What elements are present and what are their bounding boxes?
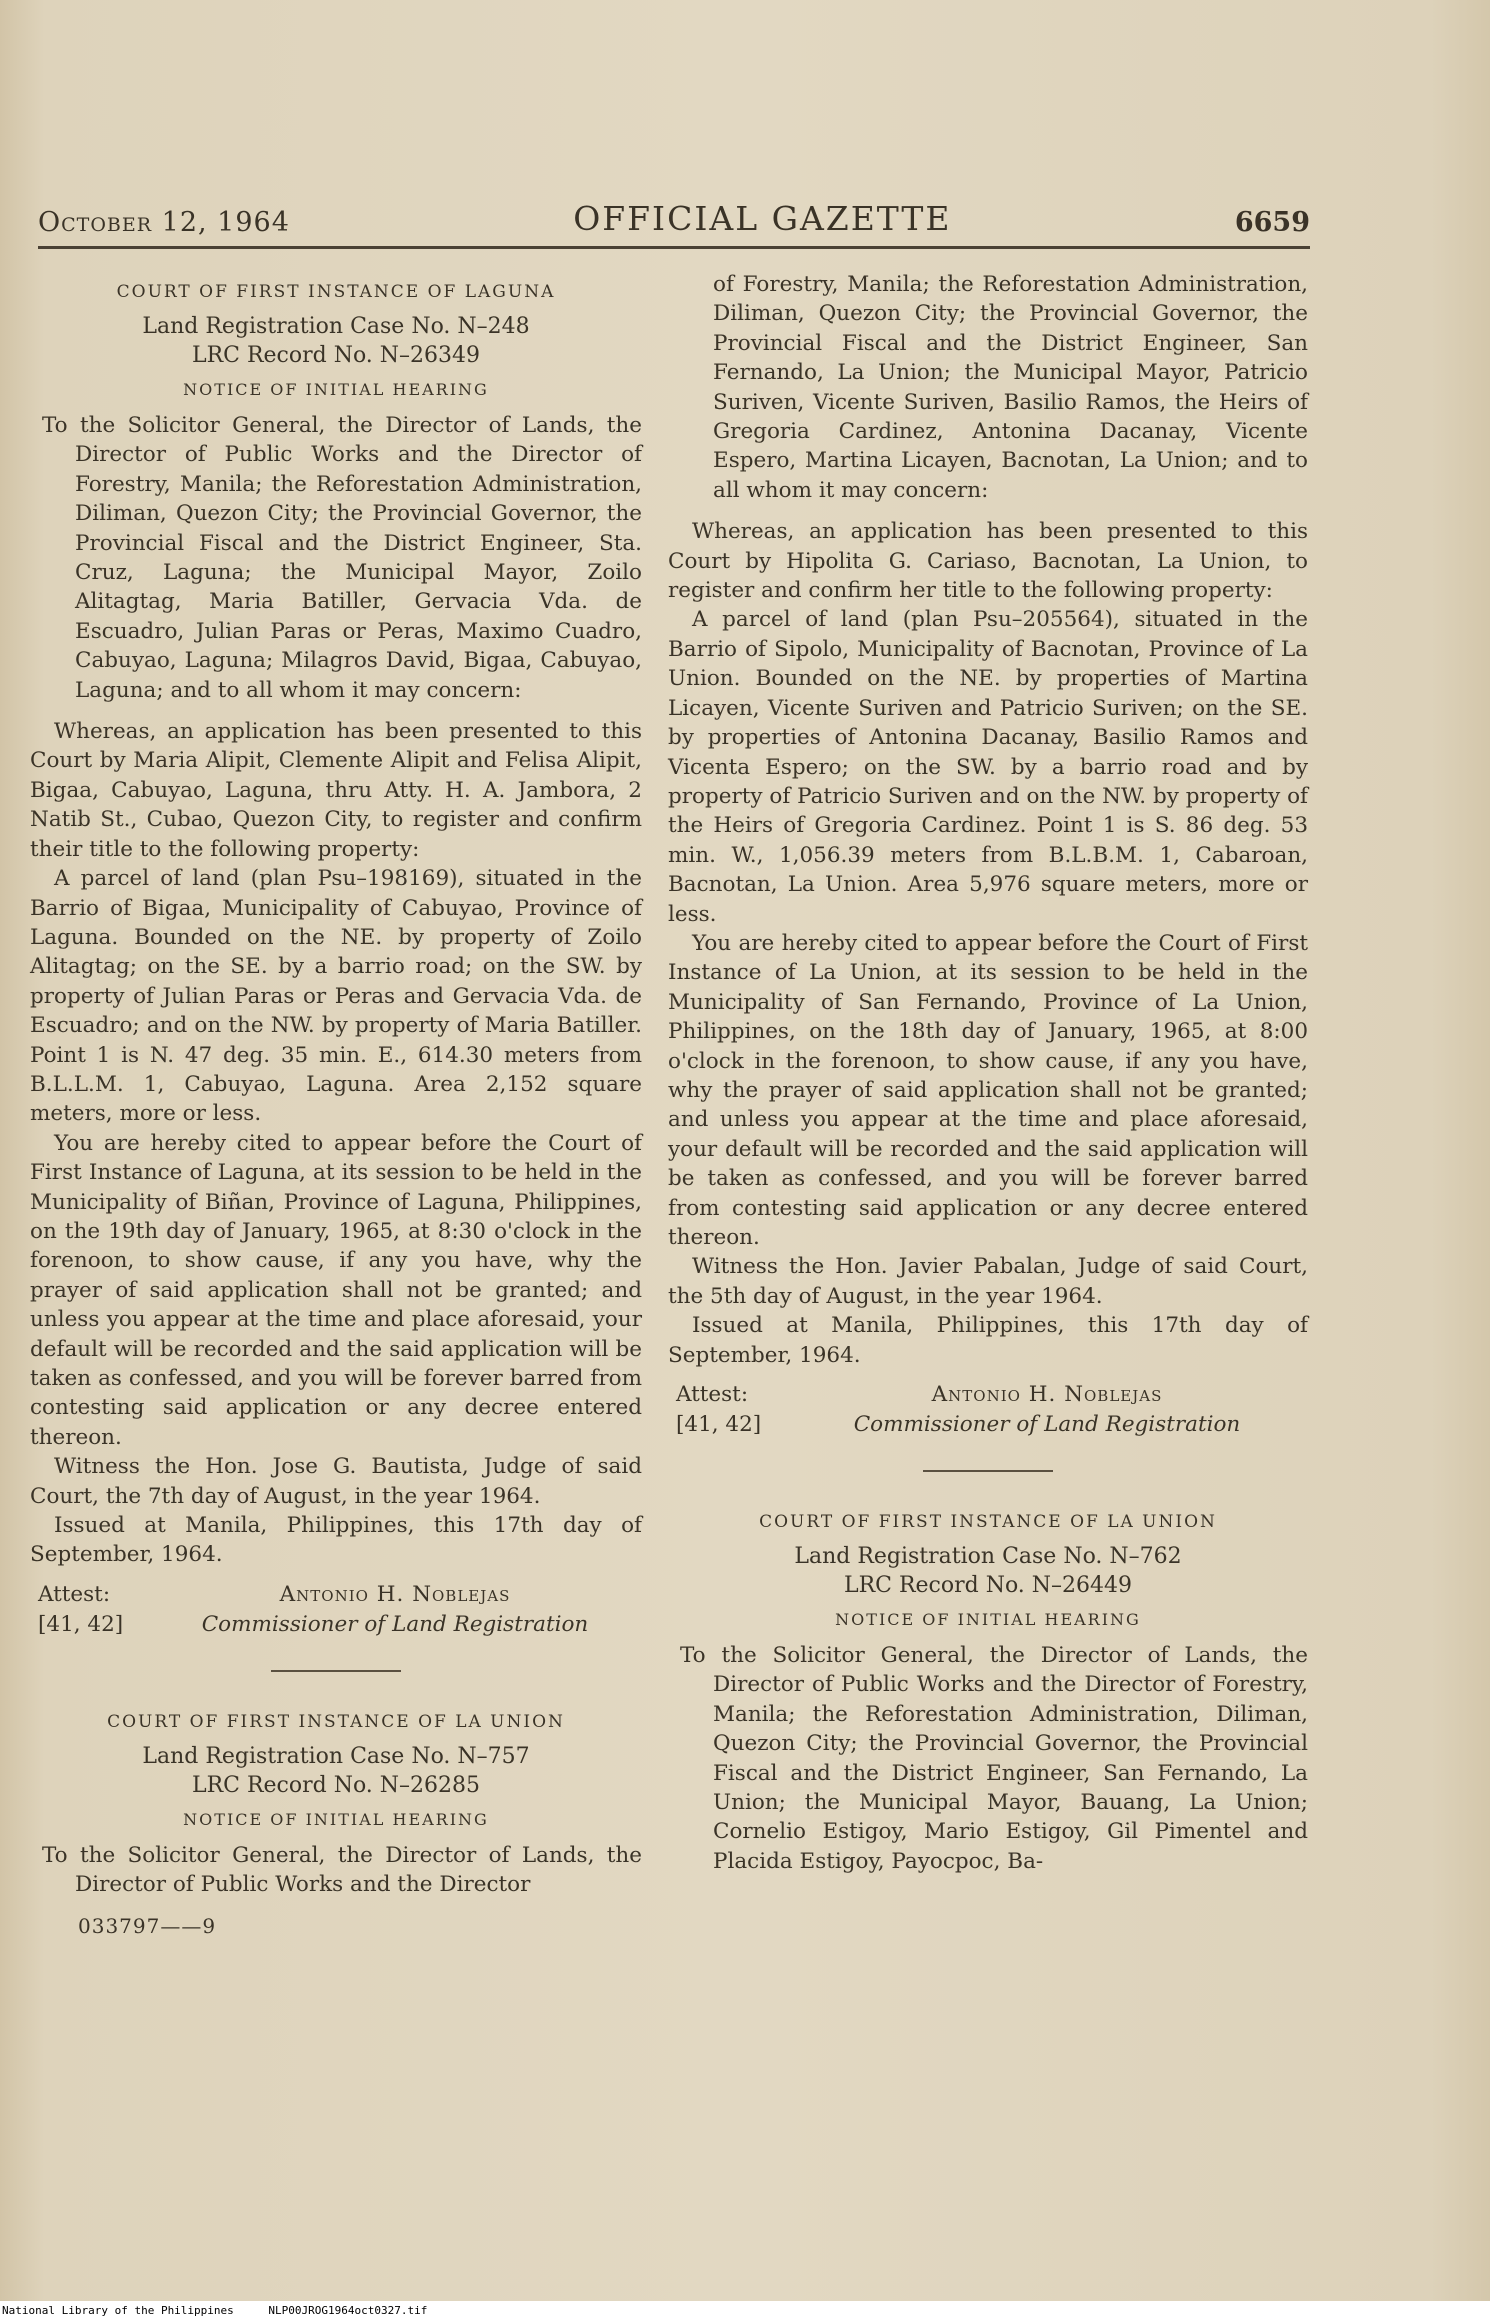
addressees: To the Solicitor General, the Director of Lands, the Director of Public Works and the Director of Forestry, Manila; the Reforestation Administration, Diliman, Quezon City; the Provincial Governor, the Provincial Fiscal and the District Engineer, San Fernando, La Union; the Municipal Mayor, Bauang, La Union; Cornelio Estigoy, Mario Estigoy, Gil Pimentel and Placida Estigoy, Payocpoc, Ba- (680, 1643, 1308, 1874)
whereas-paragraph: Whereas, an application has been presented to this Court by Hipolita G. Cariaso, Bacnotan, La Union, to register and confirm her title to the following property: (668, 519, 1308, 604)
attest-title: Commissioner of Land Registration (201, 1611, 589, 1637)
page-number: 6659 (1234, 207, 1310, 238)
notice-la-union-continued (668, 270, 1308, 1440)
issue-reference: [41, 42] (38, 1611, 124, 1637)
page-header (38, 188, 1310, 249)
notice-title: NOTICE OF INITIAL HEARING (835, 1610, 1141, 1630)
left-column (30, 270, 642, 1938)
addressees-continued: of Forestry, Manila; the Reforestation Administration, Diliman, Quezon City; the Provincial Governor, the Provincial Fiscal and the District Engineer, San Fernando, La Union; the Municipal Mayor, Patricio Suriven, Vicente Suriven, Basilio Ramos, the Heirs of Gregoria Cardinez, Antonina Dacanay, Vicente Espero, Martina Licayen, Bacnotan, La Union; and to all whom it may concern: (713, 272, 1308, 503)
addressees: To the Solicitor General, the Director of Lands, the Director of Public Works and the Director (42, 1842, 642, 1898)
issue-date: October 12, 1964 (38, 207, 290, 238)
issue-reference: [41, 42] (676, 1412, 762, 1438)
library-name: National Library of the Philippines (2, 2304, 234, 2317)
court-name: COURT OF FIRST INSTANCE OF LA UNION (759, 1512, 1217, 1533)
attestation-title-row (668, 1410, 1308, 1440)
scan-filename: NLP00JROG1964oct0327.tif (268, 2304, 428, 2317)
attest-title: Commissioner of Land Registration (853, 1412, 1241, 1438)
notice-title: NOTICE OF INITIAL HEARING (183, 1809, 489, 1829)
citation-paragraph: You are hereby cited to appear before the Court of First Instance of La Union, at its session to be held in the Municipality of San Fernando, Province of La Union, Philippines, on the 18th day of January, 1965, at 8:00 o'clock in the forenoon, to show cause, if any you have, why the prayer of said application shall not be granted; and unless you appear at the time and place aforesaid, your default will be recorded and the said application will be taken as confessed, and you will be forever barred from contesting said application or any decree entered thereon. (668, 930, 1308, 1250)
attestation (30, 1580, 642, 1610)
court-name: COURT OF FIRST INSTANCE OF LA UNION (107, 1711, 565, 1732)
addressees: To the Solicitor General, the Director of Lands, the Director of Public Works and the Director of Forestry, Manila; the Reforestation Administration, Diliman, Quezon City; the Provincial Governor, the Provincial Fiscal and the District Engineer, Sta. Cruz, Laguna; the Municipal Mayor, Zoilo Alitagtag, Maria Batiller, Gervacia Vda. de Escuadro, Julian Paras or Peras, Maximo Cuadro, Cabuyao, Laguna; Milagros David, Bigaa, Cabuyao, Laguna; and to all whom it may concern: (42, 413, 642, 703)
print-code: 033797——9 (78, 1913, 217, 1938)
court-name: COURT OF FIRST INSTANCE OF LAGUNA (116, 282, 556, 302)
attest-name: Antonio H. Noblejas (279, 1581, 511, 1607)
notice-laguna-n248 (30, 282, 642, 1640)
section-divider (923, 1470, 1053, 1472)
attest-label: Attest: (676, 1382, 749, 1408)
publication-title: OFFICIAL GAZETTE (573, 199, 952, 238)
notice-la-union-n757 (30, 1712, 642, 1900)
issued-paragraph: Issued at Manila, Philippines, this 17th day of September, 1964. (30, 1513, 642, 1568)
lrc-record: LRC Record No. N–26449 (843, 1573, 1133, 1599)
section-divider (271, 1670, 401, 1672)
attestation-title-row (30, 1610, 642, 1640)
witness-paragraph: Witness the Hon. Jose G. Bautista, Judge of said Court, the 7th day of August, in the year 1964. (30, 1454, 642, 1509)
parcel-description: A parcel of land (plan Psu–198169), situated in the Barrio of Bigaa, Municipality of Cabuyao, Province of Laguna. Bounded on the NE. by property of Zoilo Alitagtag; on the SE. by a barrio road; on the SW. by property of Julian Paras or Peras and Gervacia Vda. de Escuadro; and on the NW. by property of Maria Batiller. Point 1 is N. 47 deg. 35 min. E., 614.30 meters from B.L.L.M. 1, Cabuyao, Laguna. Area 2,152 square meters, more or less. (30, 866, 642, 1127)
notice-title: NOTICE OF INITIAL HEARING (183, 380, 489, 399)
lrc-record: LRC Record No. N–26285 (191, 1772, 481, 1798)
attestation (668, 1380, 1308, 1410)
citation-paragraph: You are hereby cited to appear before the Court of First Instance of Laguna, at its session to be held in the Municipality of Biñan, Province of Laguna, Philippines, on the 19th day of January, 1965, at 8:30 o'clock in the forenoon, to show cause, if any you have, why the prayer of said application shall not be granted; and unless you appear at the time and place aforesaid, your default will be recorded and the said application will be taken as confessed, and you will be forever barred from contesting said application or any decree entered thereon. (30, 1130, 642, 1450)
witness-paragraph: Witness the Hon. Javier Pabalan, Judge of said Court, the 5th day of August, in the year 1964. (668, 1254, 1308, 1309)
attest-label: Attest: (38, 1581, 111, 1607)
case-number: Land Registration Case No. N–762 (794, 1544, 1182, 1570)
scan-source-bar (0, 2301, 1490, 2321)
case-number: Land Registration Case No. N–248 (142, 314, 530, 339)
notice-la-union-n762 (668, 1512, 1308, 1876)
whereas-paragraph: Whereas, an application has been presented to this Court by Maria Alipit, Clemente Alipit and Felisa Alipit, Bigaa, Cabuyao, Laguna, thru Atty. H. A. Jambora, 2 Natib St., Cubao, Quezon City, to register and confirm their title to the following property: (30, 719, 642, 862)
issued-paragraph: Issued at Manila, Philippines, this 17th day of September, 1964. (668, 1313, 1308, 1368)
right-column (668, 270, 1308, 1876)
attest-name: Antonio H. Noblejas (931, 1382, 1163, 1408)
case-number: Land Registration Case No. N–757 (142, 1743, 530, 1769)
parcel-description: A parcel of land (plan Psu–205564), situated in the Barrio of Sipolo, Municipality of Bacnotan, Province of La Union. Bounded on the NE. by properties of Martina Licayen, Vicente Suriven and Patricio Suriven; on the SE. by properties of Antonina Dacanay, Basilio Ramos and Vicenta Espero; on the SW. by a barrio road and by property of Patricio Suriven and on the NW. by property of the Heirs of Gregoria Cardinez. Point 1 is S. 86 deg. 53 min. W., 1,056.39 meters from B.L.B.M. 1, Cabaroan, Bacnotan, La Union. Area 5,976 square meters, more or less. (668, 607, 1308, 927)
lrc-record: LRC Record No. N–26349 (191, 343, 481, 368)
